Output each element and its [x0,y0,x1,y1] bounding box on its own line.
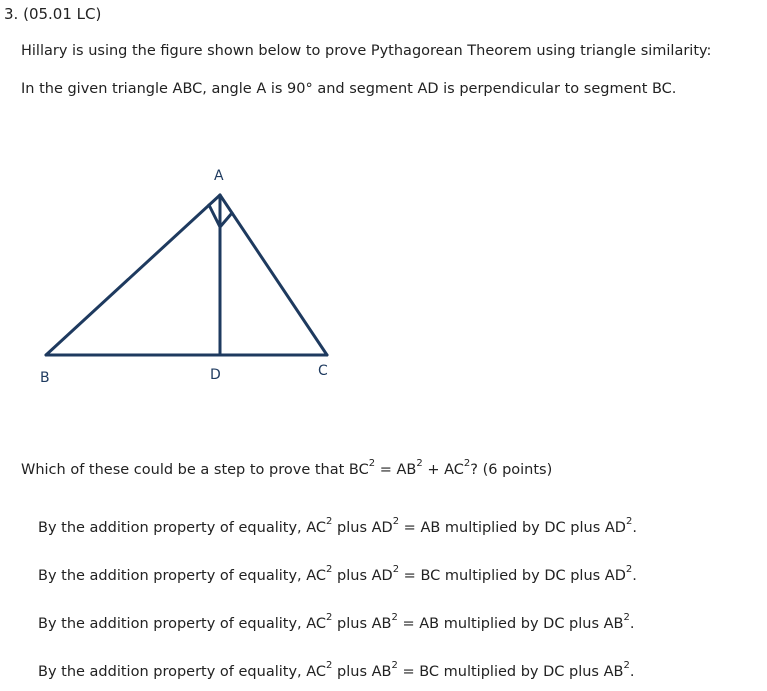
question-code: (05.01 LC) [23,5,102,23]
answer-option-4[interactable]: By the addition property of equality, $AC^2$ plus $AB^2$ = BC multiplied by DC plus $AB^2$. [38,660,635,680]
label-d: D [210,367,221,383]
segment-ac [220,195,327,355]
question-prompt: Which of these could be a step to prove that $BC^2 = AB^2 + AC^2$? (6 points) [21,458,553,478]
triangle-figure [30,160,350,390]
question-given: In the given triangle ABC, angle A is 90° and segment AD is perpendicular to segment BC. [21,81,677,97]
answer-option-1[interactable]: By the addition property of equality, $AC^2$ plus $AD^2$ = AB multiplied by DC plus $AD^2$. [38,516,637,536]
label-c: C [318,363,328,379]
label-a: A [214,168,224,184]
question-intro: Hillary is using the figure shown below to prove Pythagorean Theorem using triangle similarity: [21,43,712,59]
question-number: 3. (05.01 LC) [4,5,102,23]
answer-option-3[interactable]: By the addition property of equality, $AC^2$ plus $AB^2$ = AB multiplied by DC plus $AB^2$. [38,612,635,632]
label-b: B [40,370,50,386]
answer-option-2[interactable]: By the addition property of equality, $AC^2$ plus $AD^2$ = BC multiplied by DC plus $AD^2$. [38,564,637,584]
segment-ab [46,195,220,355]
